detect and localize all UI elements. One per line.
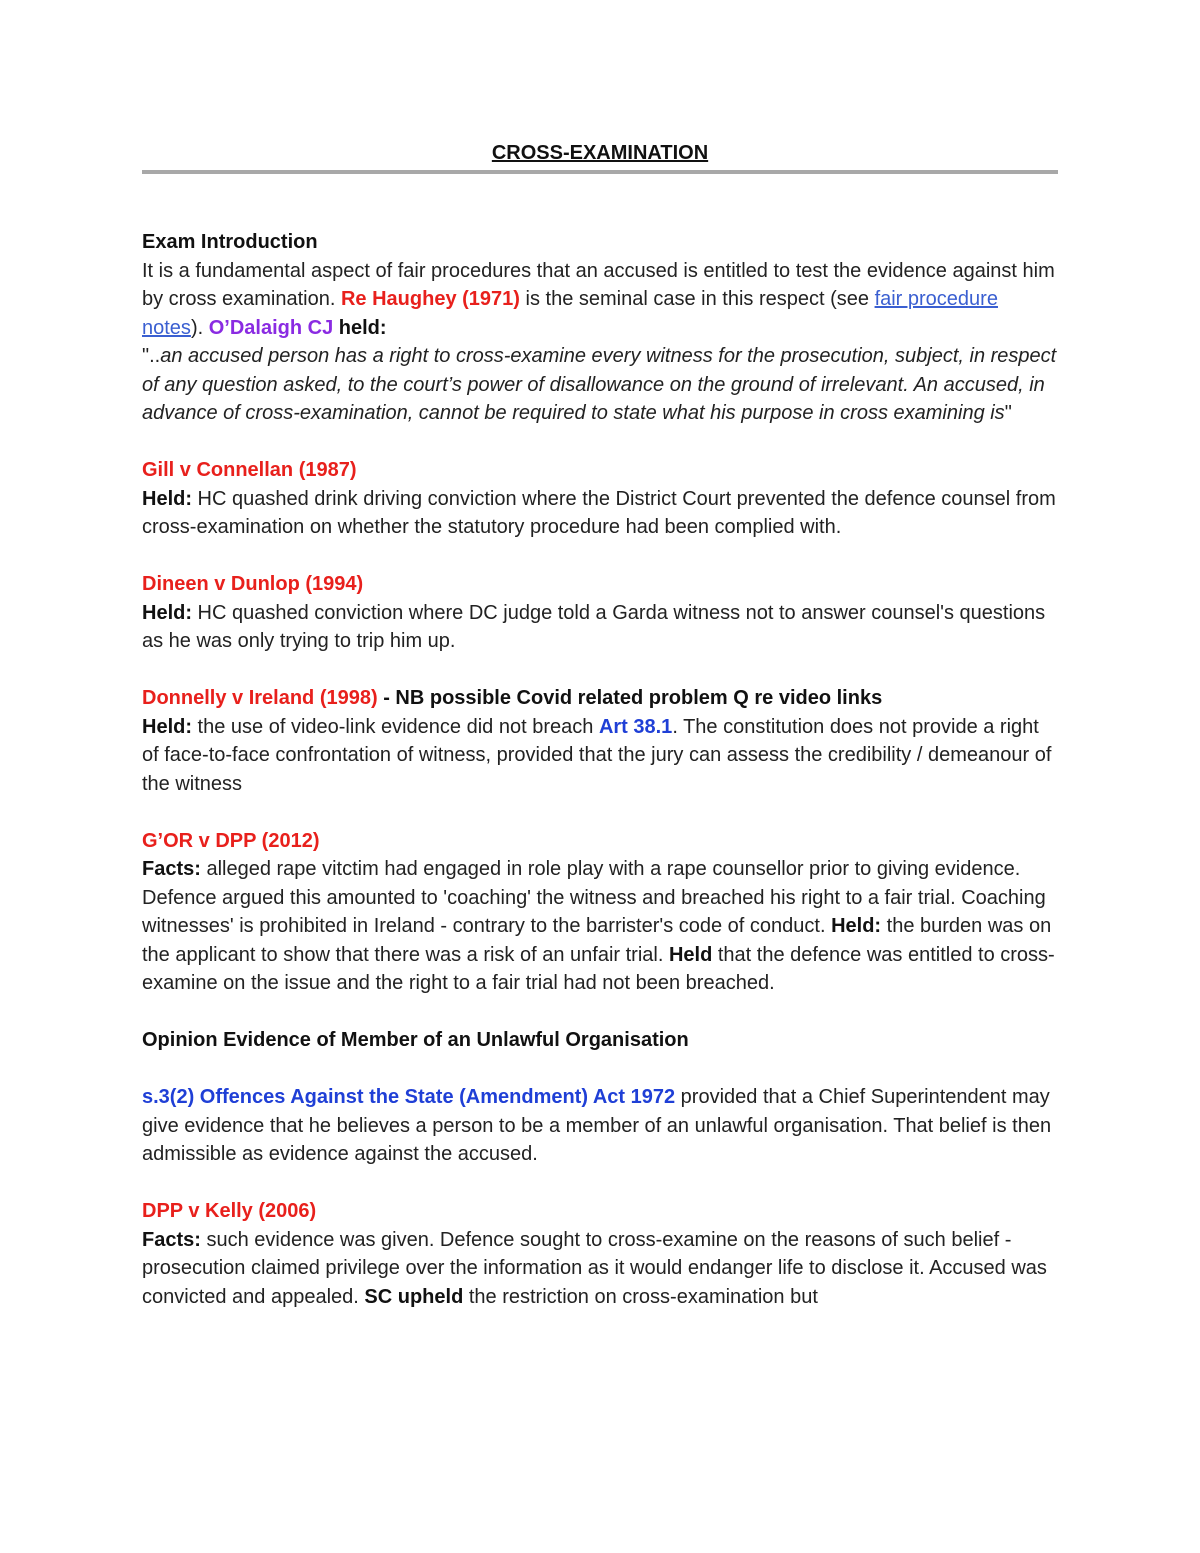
held-label: Held: (142, 601, 192, 624)
intro-heading: Exam Introduction (142, 231, 318, 253)
article-38-1: Art 38.1 (598, 715, 673, 738)
gor-held-text-2: that the defence was entitled to cross-examine on the issue and the right to a fair trial had not been breached. (142, 943, 1055, 994)
facts-label: Facts: (142, 1228, 201, 1251)
sc-upheld-label: SC upheld (364, 1285, 464, 1308)
dineen-section (142, 570, 1058, 656)
opinion-heading: Opinion Evidence of Member of an Unlawful Organisation (142, 1029, 689, 1051)
gill-section (142, 456, 1058, 542)
gor-section (142, 827, 1058, 998)
quote-open: ".. (142, 345, 161, 367)
kelly-facts-text: such evidence was given. Defence sought to cross-examine on the reasons of such belief - prosecution claimed privilege over the information as it would endanger life to disclose it. Accused was convicted and appealed. (142, 1228, 1047, 1308)
quote-close: " (1004, 402, 1012, 424)
fair-procedure-notes-link[interactable]: fair procedure notes (142, 288, 998, 339)
donnelly-held-text-1: the use of video-link evidence did not breach (192, 715, 599, 738)
case-gill-v-connellan: Gill v Connellan (1987) (142, 459, 357, 481)
case-dpp-v-kelly: DPP v Kelly (2006) (142, 1200, 317, 1222)
opinion-heading-para (142, 1026, 1058, 1055)
held-label: held: (333, 316, 387, 339)
gor-facts-text: alleged rape vitctim had engaged in role play with a rape counsellor prior to giving evidence. Defence argued this amounted to 'coaching' the witness and breached his right to a fair trial. Coaching witnesses' is prohibited in Ireland - contrary to the barrister's code of conduct. (142, 858, 1046, 937)
covid-note: - NB possible Covid related problem Q re video links (377, 687, 883, 709)
intro-text-3: ). (190, 316, 209, 339)
judge-odalaigh: O’Dalaigh CJ (208, 316, 334, 339)
held-label-2: Held (668, 943, 713, 966)
gill-held-text: HC quashed drink driving conviction where the District Court prevented the defence counsel from cross-examination on whether the statutory procedure had been complied with. (142, 487, 1056, 538)
donnelly-section (142, 684, 1058, 798)
case-re-haughey: Re Haughey (1971) (340, 288, 520, 310)
dineen-held-text: HC quashed conviction where DC judge told a Garda witness not to answer counsel's questions as he was only trying to trip him up. (142, 601, 1046, 652)
case-gor-v-dpp: G’OR v DPP (2012) (142, 829, 320, 852)
intro-text-2: is the seminal case in this respect (see (519, 288, 875, 310)
title-divider (142, 170, 1058, 174)
document-body (142, 228, 1058, 1311)
haughey-quote: an accused person has a right to cross-examine every witness for the prosecution, subject, in respect of any question asked, to the court’s power of disallowance on the ground of irrelevant. An accused, in advance of cross-examination, cannot be required to state what his purpose in cross examining is (142, 345, 1057, 424)
case-dineen-v-dunlop: Dineen v Dunlop (1994) (142, 573, 364, 595)
case-donnelly-v-ireland: Donnelly v Ireland (1998) (142, 687, 378, 709)
opinion-section (142, 1083, 1058, 1169)
kelly-section (142, 1197, 1058, 1311)
held-label: Held: (142, 487, 192, 510)
page-title: CROSS-EXAMINATION (491, 142, 709, 164)
held-label: Held: (831, 915, 882, 937)
intro-section (142, 228, 1058, 428)
facts-label: Facts: (142, 858, 201, 880)
intro-text-1: It is a fundamental aspect of fair procedures that an accused is entitled to test the evidence against him by cross examination. (142, 259, 1055, 310)
statute-oasa-1972: s.3(2) Offences Against the State (Amendment) Act 1972 (142, 1086, 676, 1108)
kelly-tail-text: the restriction on cross-examination but (463, 1285, 818, 1308)
gor-held-text: the burden was on the applicant to show that there was a risk of an unfair trial. (142, 915, 1052, 966)
donnelly-held-text-2: . The constitution does not provide a right of face-to-face confrontation of witness, provided that the jury can assess the credibility / demeanour of the witness (142, 715, 1052, 795)
held-label: Held: (142, 715, 192, 738)
opinion-text: provided that a Chief Superintendent may give evidence that he believes a person to be a member of an unlawful organisation. That belief is then admissible as evidence against the accused. (142, 1086, 1052, 1165)
